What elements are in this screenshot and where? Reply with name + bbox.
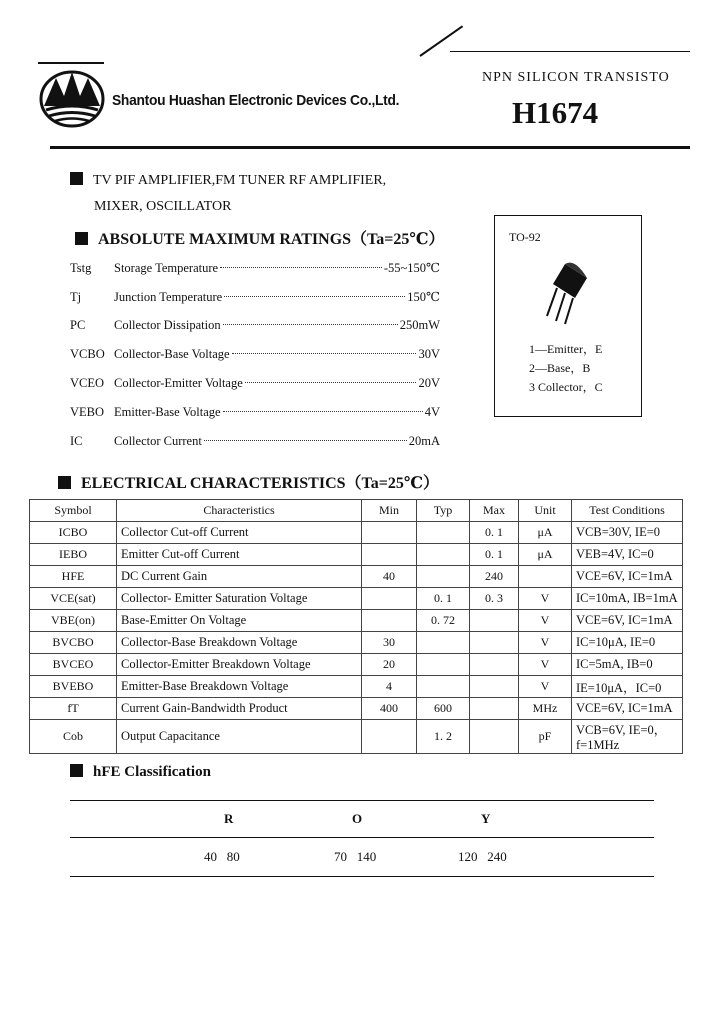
table-cell: IE=10μA，IC=0 — [572, 676, 683, 698]
table-cell: BVCEO — [30, 654, 117, 676]
table-row — [30, 588, 683, 610]
table-cell — [417, 522, 470, 544]
table-cell — [417, 544, 470, 566]
rating-label: Collector-Base Voltage — [114, 347, 230, 361]
hfe-heading — [70, 764, 211, 781]
rating-leader — [220, 267, 382, 268]
table-cell: μA — [519, 544, 572, 566]
table-cell — [470, 654, 519, 676]
rating-leader — [224, 296, 405, 297]
table-row — [30, 522, 683, 544]
table-cell: 600 — [417, 698, 470, 720]
table-cell: Collector- Emitter Saturation Voltage — [117, 588, 362, 610]
rating-leader — [204, 440, 407, 441]
package-name: TO-92 — [509, 230, 541, 244]
rating-symbol: VCBO — [70, 347, 105, 361]
table-header-row — [30, 500, 683, 522]
table-cell: Emitter-Base Breakdown Voltage — [117, 676, 362, 698]
hfe-class-o: O — [352, 811, 363, 826]
table-cell: 0. 1 — [470, 522, 519, 544]
table-cell: V — [519, 588, 572, 610]
table-cell: VCB=30V, IE=0 — [572, 522, 683, 544]
rating-symbol: VEBO — [70, 405, 105, 419]
table-cell: VCE=6V, IC=1mA — [572, 566, 683, 588]
table-cell: Emitter Cut-off Current — [117, 544, 362, 566]
table-cell — [417, 654, 470, 676]
rating-label: Junction Temperature — [114, 290, 223, 304]
table-cell — [519, 566, 572, 588]
column-header: Min — [362, 500, 417, 522]
rating-symbol: PC — [70, 318, 86, 332]
company-name: Shantou Huashan Electronic Devices Co.,Ltd. — [112, 92, 400, 109]
bullet-square-icon — [58, 476, 71, 489]
features-text-1: TV PIF AMPLIFIER,FM TUNER RF AMPLIFIER, — [93, 173, 387, 188]
rating-label: Collector Dissipation — [114, 318, 221, 332]
rating-symbol: Tstg — [70, 261, 92, 275]
rating-row — [70, 405, 440, 423]
column-header: Symbol — [30, 500, 117, 522]
part-number: H1674 — [512, 95, 599, 130]
table-cell: 0. 1 — [417, 588, 470, 610]
column-header: Test Conditions — [572, 500, 683, 522]
table-cell — [362, 588, 417, 610]
table-cell: HFE — [30, 566, 117, 588]
column-header: Max — [470, 500, 519, 522]
bullet-square-icon — [70, 764, 83, 777]
pin-1-label: 1—Emitter，E — [529, 342, 603, 356]
table-cell — [470, 632, 519, 654]
pin-2-label: 2—Base，B — [529, 361, 591, 375]
header-rule — [450, 51, 690, 52]
table-cell — [362, 544, 417, 566]
rating-row — [70, 347, 440, 365]
company-logo-icon — [38, 66, 106, 128]
hfe-range-y: 120 240 — [458, 849, 507, 864]
abs-max-heading-text: ABSOLUTE MAXIMUM RATINGS（Ta=25℃） — [98, 231, 445, 248]
table-cell: VCE=6V, IC=1mA — [572, 698, 683, 720]
header-diagonal — [419, 25, 463, 56]
rating-value: 30V — [418, 347, 440, 361]
table-cell: V — [519, 632, 572, 654]
features-line-2: MIXER, OSCILLATOR — [94, 199, 232, 214]
table-cell — [417, 632, 470, 654]
logo-rule — [38, 62, 104, 64]
to92-package-icon — [535, 254, 605, 326]
table-cell: Collector Cut-off Current — [117, 522, 362, 544]
table-cell: ICBO — [30, 522, 117, 544]
rating-value: 4V — [424, 405, 440, 419]
table-cell: IEBO — [30, 544, 117, 566]
hfe-rule-top — [70, 800, 654, 801]
hfe-heading-text: hFE Classification — [93, 764, 211, 780]
table-cell — [470, 610, 519, 632]
rating-symbol: VCEO — [70, 376, 105, 390]
table-cell: Output Capacitance — [117, 720, 362, 754]
rating-row — [70, 260, 440, 278]
table-cell: VCB=6V, IE=0， f=1MHz — [572, 720, 683, 754]
table-cell — [362, 522, 417, 544]
table-cell: Base-Emitter On Voltage — [117, 610, 362, 632]
rating-row — [70, 434, 440, 452]
table-cell: fT — [30, 698, 117, 720]
table-cell: 20 — [362, 654, 417, 676]
table-row — [30, 676, 683, 698]
table-cell: V — [519, 610, 572, 632]
rating-value: 20V — [418, 376, 440, 390]
transistor-type: NPN SILICON TRANSISTO — [482, 70, 670, 85]
rating-leader — [245, 382, 417, 383]
bullet-square-icon — [70, 172, 83, 185]
table-cell — [470, 676, 519, 698]
hfe-rule-bottom — [70, 876, 654, 877]
hfe-rule-mid — [70, 837, 654, 838]
rating-leader — [223, 324, 398, 325]
rating-symbol: Tj — [70, 290, 82, 304]
rating-value: 20mA — [408, 434, 440, 448]
column-header: Unit — [519, 500, 572, 522]
table-cell: Collector-Base Breakdown Voltage — [117, 632, 362, 654]
rating-label: Collector-Emitter Voltage — [114, 376, 243, 390]
rating-value: -55~150℃ — [383, 261, 440, 275]
table-cell: 0. 3 — [470, 588, 519, 610]
rating-symbol: IC — [70, 434, 83, 448]
table-cell — [362, 610, 417, 632]
table-cell — [362, 720, 417, 754]
rating-leader — [223, 411, 423, 412]
table-cell: VBE(on) — [30, 610, 117, 632]
rating-label: Emitter-Base Voltage — [114, 405, 221, 419]
table-cell — [470, 698, 519, 720]
table-row — [30, 654, 683, 676]
rating-row — [70, 318, 440, 336]
table-cell: VEB=4V, IC=0 — [572, 544, 683, 566]
table-cell — [417, 676, 470, 698]
hfe-class-y: Y — [481, 811, 491, 826]
rating-label: Storage Temperature — [114, 261, 219, 275]
table-cell: IC=5mA, IB=0 — [572, 654, 683, 676]
table-cell — [470, 720, 519, 754]
table-cell: DC Current Gain — [117, 566, 362, 588]
header-separator — [50, 146, 690, 149]
hfe-class-r: R — [224, 811, 234, 826]
rating-value: 150℃ — [407, 290, 440, 304]
table-cell: BVEBO — [30, 676, 117, 698]
table-row — [30, 544, 683, 566]
features-line-1 — [70, 172, 386, 189]
column-header: Typ — [417, 500, 470, 522]
table-cell: IC=10mA, IB=1mA — [572, 588, 683, 610]
table-row — [30, 566, 683, 588]
elec-heading-text: ELECTRICAL CHARACTERISTICS（Ta=25℃） — [81, 475, 440, 492]
table-cell: 400 — [362, 698, 417, 720]
package-box — [494, 215, 642, 417]
table-cell: IC=10μA, IE=0 — [572, 632, 683, 654]
hfe-range-o: 70 140 — [334, 849, 377, 864]
bullet-square-icon — [75, 232, 88, 245]
abs-max-heading — [75, 226, 445, 249]
table-cell: μA — [519, 522, 572, 544]
table-cell: MHz — [519, 698, 572, 720]
table-cell: 0. 72 — [417, 610, 470, 632]
table-row — [30, 720, 683, 754]
rating-label: Collector Current — [114, 434, 202, 448]
elec-table — [29, 499, 683, 754]
table-row — [30, 698, 683, 720]
table-cell: V — [519, 676, 572, 698]
column-header: Characteristics — [117, 500, 362, 522]
table-cell: VCE=6V, IC=1mA — [572, 610, 683, 632]
hfe-range-r: 40 80 — [204, 849, 240, 864]
elec-heading — [58, 470, 439, 493]
table-cell: Collector-Emitter Breakdown Voltage — [117, 654, 362, 676]
table-cell: V — [519, 654, 572, 676]
rating-row — [70, 376, 440, 394]
pin-3-label: 3 Collector，C — [529, 380, 603, 394]
table-cell: 1. 2 — [417, 720, 470, 754]
table-cell: BVCBO — [30, 632, 117, 654]
table-cell: 40 — [362, 566, 417, 588]
table-cell: Current Gain-Bandwidth Product — [117, 698, 362, 720]
rating-leader — [232, 353, 417, 354]
table-cell: 4 — [362, 676, 417, 698]
table-cell: Cob — [30, 720, 117, 754]
table-row — [30, 632, 683, 654]
rating-value: 250mW — [399, 318, 440, 332]
table-cell: 0. 1 — [470, 544, 519, 566]
table-cell: 30 — [362, 632, 417, 654]
table-row — [30, 610, 683, 632]
rating-row — [70, 289, 440, 307]
table-cell — [417, 566, 470, 588]
table-cell: VCE(sat) — [30, 588, 117, 610]
table-cell: pF — [519, 720, 572, 754]
table-cell: 240 — [470, 566, 519, 588]
